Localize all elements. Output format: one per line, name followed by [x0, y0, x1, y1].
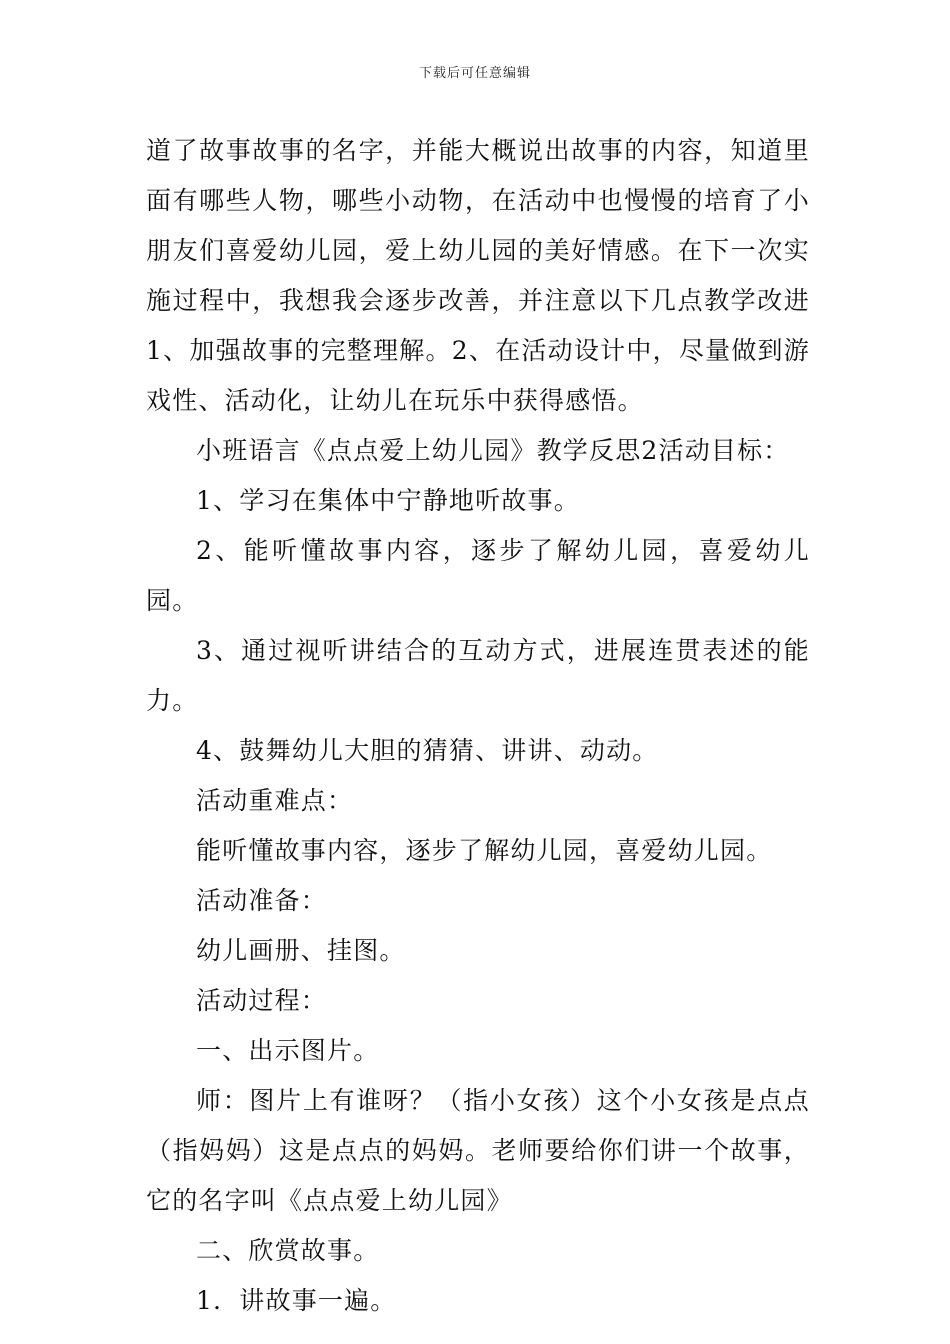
page-header: 下载后可任意编辑 [418, 66, 531, 81]
paragraph-continuation: 道了故事故事的名字，并能大概说出故事的内容，知道里面有哪些人物，哪些小动物，在活动中也慢慢的培育了小朋友们喜爱幼儿园，爱上幼儿园的美好情感。在下一次实施过程中，我想我会逐步改善，并注意以下几点教学改进1、加强故事的完整理解。2、在活动设计中，尽量做到游戏性、活动化，让幼儿在玩乐中获得感悟。 [146, 136, 810, 415]
paragraph-step-2-1: 1．讲故事一遍。 [196, 1286, 397, 1315]
paragraph-step-1: 一、出示图片。 [196, 1036, 380, 1065]
paragraph-teacher-dialogue: 师：图片上有谁呀？（指小女孩）这个小女孩是点点（指妈妈）这是点点的妈妈。老师要给你们讲一个故事，它的名字叫《点点爱上幼儿园》 [146, 1086, 810, 1215]
paragraph-goal-4: 4、鼓舞幼儿大胆的猜猜、讲讲、动动。 [196, 736, 659, 765]
paragraph-section-title: 小班语言《点点爱上幼儿园》教学反思2活动目标： [196, 436, 790, 465]
paragraph-key-points-heading: 活动重难点： [196, 786, 354, 815]
paragraph-preparation: 幼儿画册、挂图。 [196, 936, 406, 965]
paragraph-preparation-heading: 活动准备： [196, 886, 328, 915]
paragraph-goal-1: 1、学习在集体中宁静地听故事。 [196, 486, 580, 515]
paragraph-key-points: 能听懂故事内容，逐步了解幼儿园，喜爱幼儿园。 [196, 836, 773, 865]
document-body [146, 126, 810, 1326]
paragraph-step-2: 二、欣赏故事。 [196, 1236, 380, 1265]
paragraph-goal-3: 3、通过视听讲结合的互动方式，进展连贯表述的能力。 [146, 636, 810, 715]
paragraph-process-heading: 活动过程： [196, 986, 328, 1015]
paragraph-goal-2: 2、能听懂故事内容，逐步了解幼儿园，喜爱幼儿园。 [146, 536, 810, 615]
